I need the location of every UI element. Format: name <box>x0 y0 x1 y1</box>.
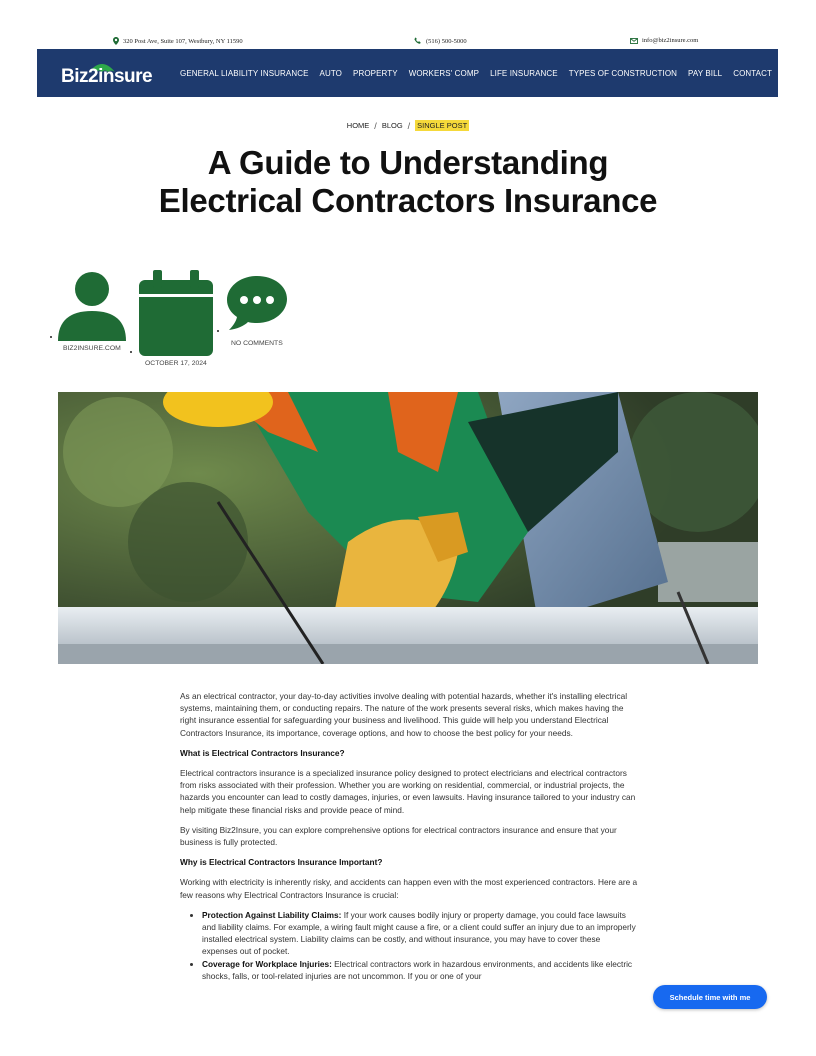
logo-text: Biz2insure <box>61 66 153 87</box>
heading-what-is: What is Electrical Contractors Insurance? <box>180 747 345 758</box>
intro-paragraph: As an electrical contractor, your day-to-day activities involve dealing with potential hazards, whether it's installing electrical systems, maintaining them, or conducting repairs. The nature of the work presents several risks, which makes having the right insurance essential for safeguarding your business and livelihood. This guide will help you understand Electrical Contractors Insurance, its importance, coverage options, and how to choose the best policy for your needs. <box>180 691 628 738</box>
phone-text[interactable]: (516) 500-5000 <box>426 37 467 45</box>
schedule-button[interactable]: Schedule time with me <box>653 985 767 1009</box>
phone-item[interactable] <box>414 37 467 45</box>
comments-label[interactable]: NO COMMENTS <box>231 340 283 347</box>
article-body <box>180 690 638 982</box>
author-label[interactable]: BIZ2INSURE.COM <box>63 345 121 352</box>
date-label: OCTOBER 17, 2024 <box>145 360 207 367</box>
email-item[interactable] <box>630 37 698 44</box>
what-is-paragraph: Electrical contractors insurance is a specialized insurance policy designed to protect electricians and electrical contractors from risks associated with their profession. Whether you are working on residential, commercial, or industrial projects, the hazards you encounter can lead to costly damages, injuries, or even lawsuits. Having insurance tailored to your industry can help mitigate these financial risks and provide peace of mind. <box>180 768 636 815</box>
location-pin-icon <box>113 37 119 45</box>
address-item <box>113 37 243 45</box>
visit-paragraph: By visiting Biz2Insure, you can explore comprehensive options for electrical contractors insurance and ensure that your business is fully protected. <box>180 824 617 848</box>
nav-item-workers-comp[interactable]: WORKERS' COMP <box>408 68 480 78</box>
hero-image <box>58 392 758 664</box>
electrician-photo <box>58 392 758 664</box>
post-meta <box>0 268 816 378</box>
site-logo[interactable] <box>61 60 161 88</box>
meta-dot <box>50 336 52 338</box>
breadcrumb-home[interactable]: HOME <box>346 121 370 130</box>
user-icon <box>58 271 126 345</box>
breadcrumb-separator: / <box>407 120 411 131</box>
envelope-icon <box>630 38 638 44</box>
nav-item-general-liability[interactable]: GENERAL LIABILITY INSURANCE <box>180 68 309 78</box>
meta-dot <box>130 351 132 353</box>
main-navbar <box>37 49 778 97</box>
list-item-title: Coverage for Workplace Injuries: <box>202 958 332 969</box>
breadcrumb-separator: / <box>374 120 377 131</box>
list-item-title: Protection Against Liability Claims: <box>202 909 342 920</box>
breadcrumb-current: SINGLE POST <box>417 121 468 130</box>
reasons-list <box>202 909 638 982</box>
list-item-text: If your work causes bodily injury or property damage, you could face lawsuits and liability claims. For example, a wiring fault might cause a fire, or a client could suffer an injury due to an improperly installed electrical system. Liability claims can be costly, and without insurance, you may have to cover these expenses out of pocket. <box>202 909 636 957</box>
nav-item-property[interactable]: PROPERTY <box>353 68 398 78</box>
list-item-text: Electrical contractors work in hazardous environments, and accidents like electric shocks, falls, or tool-related injuries are not uncommon. If you or one of your <box>202 958 633 981</box>
meta-dot <box>217 330 219 332</box>
nav-item-types-of-construction[interactable]: TYPES OF CONSTRUCTION <box>568 68 678 78</box>
chat-bubble-icon <box>225 274 289 336</box>
breadcrumb-blog[interactable]: BLOG <box>381 121 403 130</box>
nav-item-pay-bill[interactable]: PAY BILL <box>688 68 723 78</box>
email-text[interactable]: info@biz2insure.com <box>642 37 699 44</box>
nav-menu <box>180 49 772 97</box>
address-text: 320 Post Ave, Suite 107, Westbury, NY 11590 <box>123 37 243 45</box>
breadcrumb <box>0 120 816 131</box>
nav-item-auto[interactable]: AUTO <box>319 68 343 78</box>
calendar-icon <box>139 270 213 360</box>
list-item <box>202 958 638 982</box>
phone-icon <box>414 37 422 45</box>
page-title: A Guide to Understanding Electrical Contractors Insurance <box>158 144 658 219</box>
list-item <box>202 909 638 958</box>
top-contact-bar <box>0 37 816 49</box>
heading-why-important: Why is Electrical Contractors Insurance Important? <box>180 857 383 868</box>
why-paragraph: Working with electricity is inherently risky, and accidents can happen even with the most experienced contractors. Here are a few reasons why Electrical Contractors Insurance is crucial: <box>180 877 638 900</box>
nav-item-life-insurance[interactable]: LIFE INSURANCE <box>490 68 558 78</box>
nav-item-contact[interactable]: CONTACT <box>733 68 772 78</box>
